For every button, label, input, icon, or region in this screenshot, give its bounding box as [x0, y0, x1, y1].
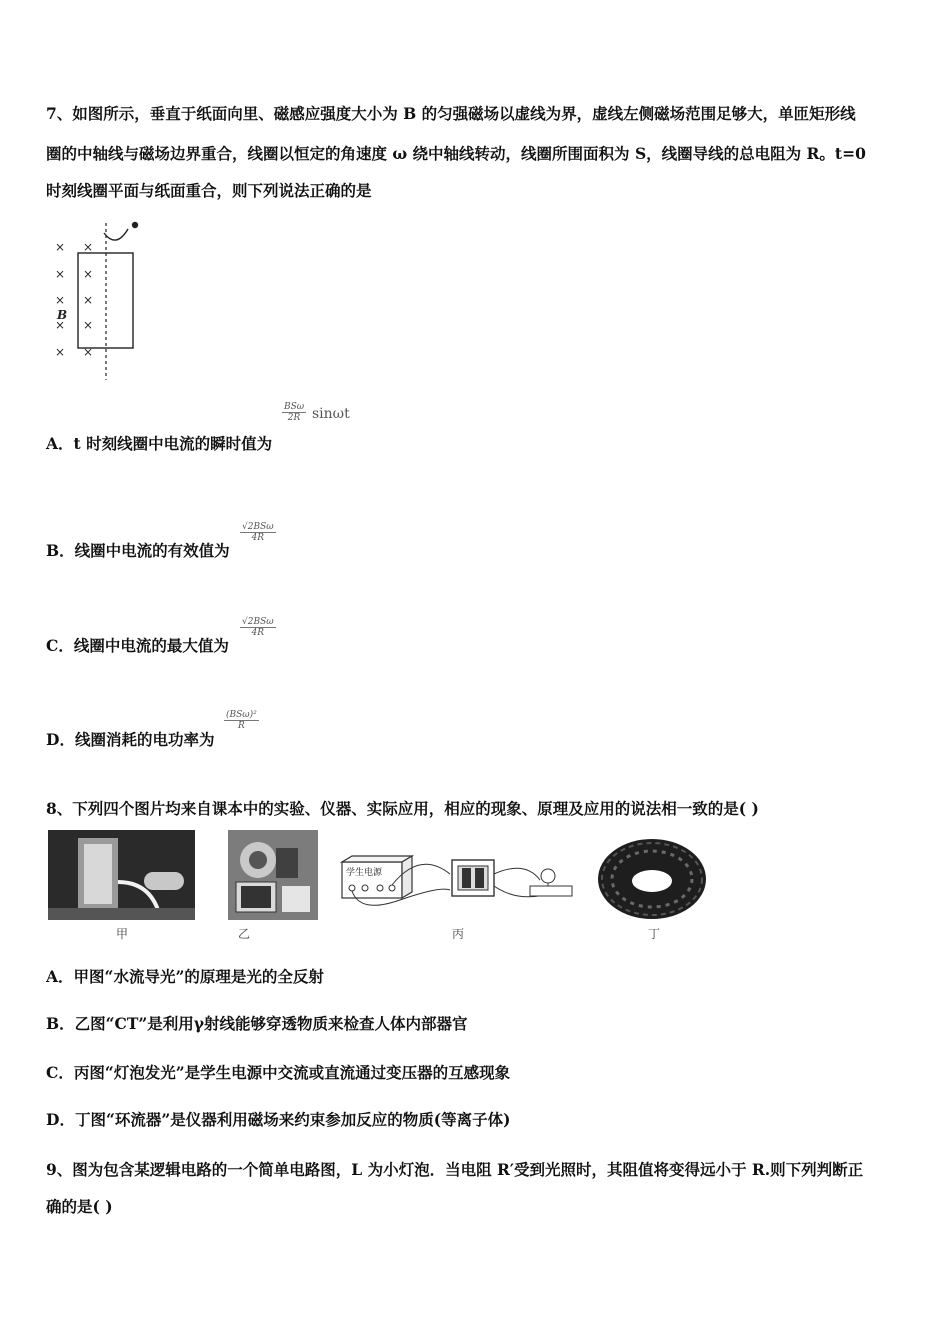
rotation-arrow-head	[132, 222, 138, 228]
figure-caption-bing: 丙	[452, 927, 465, 941]
fraction-numerator: √2BSω	[242, 522, 274, 532]
figure-caption-yi: 乙	[238, 927, 251, 941]
field-cross: ×	[55, 240, 66, 254]
rotation-arrow	[104, 229, 128, 240]
q7-stem-line-1: 7、如图所示，垂直于纸面向里、磁感应强度大小为 B 的匀强磁场以虚线为界，虚线左侧磁场范围足够大，单匝矩形线	[46, 104, 856, 123]
fraction-numerator: (BSω)²	[226, 710, 257, 720]
q8-option-d[interactable]: D．丁图“环流器”是仪器利用磁场来约束参加反应的物质(等离子体)	[46, 1110, 511, 1129]
field-cross: ×	[83, 240, 94, 254]
q7-stem-line-2: 圈的中轴线与磁场边界重合，线圈以恒定的角速度 ω 绕中轴线转动，线圈所围面积为 S，线圈导线的总电阻为 R。t=0	[46, 144, 866, 163]
field-cross: ×	[55, 318, 66, 332]
q7-option-a[interactable]: A．t 时刻线圈中电流的瞬时值为	[46, 434, 273, 453]
field-cross: ×	[55, 267, 66, 281]
q9-stem-line-1: 9、图为包含某逻辑电路的一个简单电路图，L 为小灯泡．当电阻 R′受到光照时，其阻值将变得远小于 R.则下列判断正	[46, 1160, 864, 1179]
fraction-numerator: BSω	[284, 402, 305, 412]
q8-option-b[interactable]: B．乙图“CT”是利用γ射线能够穿透物质来检查人体内部器官	[46, 1014, 468, 1033]
figure-caption-jia: 甲	[116, 927, 129, 941]
q7-option-b-fraction	[240, 522, 276, 543]
field-cross: ×	[55, 293, 66, 307]
q7-option-d-fraction	[224, 710, 259, 731]
diagram-transformer-circuit	[340, 830, 580, 920]
field-label-b: B	[57, 308, 68, 322]
q7-option-c[interactable]: C．线圈中电流的最大值为	[46, 636, 229, 655]
q8-stem: 8、下列四个图片均来自课本中的实验、仪器、实际应用，相应的现象、原理及应用的说法相一致的是( )	[46, 799, 759, 818]
photo-water-light-guide	[48, 830, 195, 920]
power-supply-label: 学生电源	[346, 868, 383, 878]
q7-option-a-sin: sinωt	[312, 406, 350, 422]
figure-caption-ding: 丁	[648, 927, 661, 941]
fraction-numerator: √2BSω	[242, 617, 274, 627]
q8-option-c[interactable]: C．丙图“灯泡发光”是学生电源中交流或直流通过变压器的互感现象	[46, 1063, 511, 1082]
q7-option-d[interactable]: D．线圈消耗的电功率为	[46, 730, 215, 749]
field-cross: ×	[83, 318, 94, 332]
fraction-denominator: 4R	[251, 533, 265, 543]
q7-option-a-fraction	[282, 402, 306, 423]
photo-tokamak-ring	[596, 836, 708, 922]
fraction-denominator: 2R	[287, 413, 301, 423]
q7-option-b[interactable]: B．线圈中电流的有效值为	[46, 541, 230, 560]
photo-ct-scanner	[228, 830, 318, 920]
fraction-denominator: R	[237, 721, 245, 731]
q9-stem-line-2: 确的是( )	[46, 1197, 113, 1216]
field-cross: ×	[83, 267, 94, 281]
q7-stem-line-3: 时刻线圈平面与纸面重合，则下列说法正确的是	[46, 181, 372, 200]
q8-option-a[interactable]: A．甲图“水流导光”的原理是光的全反射	[46, 967, 324, 986]
q7-figure	[48, 215, 158, 385]
field-cross: ×	[55, 345, 66, 359]
field-cross: ×	[83, 345, 94, 359]
field-cross: ×	[83, 293, 94, 307]
q7-option-c-fraction	[240, 617, 276, 638]
fraction-denominator: 4R	[251, 628, 265, 638]
